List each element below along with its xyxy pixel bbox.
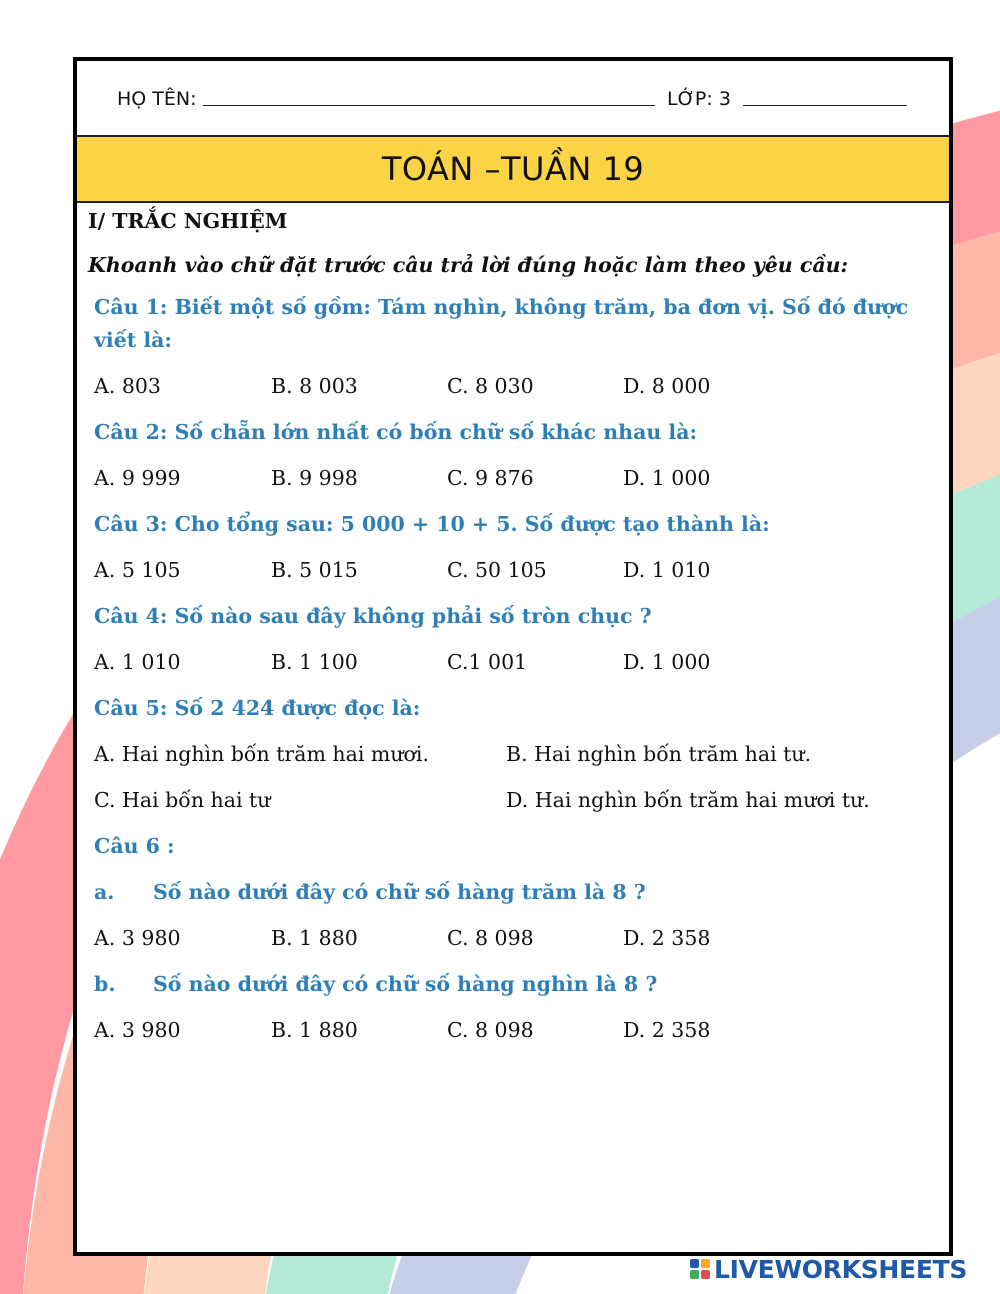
liveworksheets-logo bbox=[690, 1254, 967, 1284]
logo-text: LIVEWORKSHEETS bbox=[714, 1254, 968, 1284]
question-6b-letter: b. bbox=[94, 972, 116, 996]
question-5: Câu 5: Số 2 424 được đọc là: bbox=[94, 696, 421, 720]
question-6a-letter: a. bbox=[94, 880, 115, 904]
q4-option-d[interactable]: D. 1 000 bbox=[623, 650, 711, 674]
question-6a: Số nào dưới đây có chữ số hàng trăm là 8 ? bbox=[153, 880, 646, 904]
q6a-option-b[interactable]: B. 1 880 bbox=[271, 926, 358, 950]
q2-option-c[interactable]: C. 9 876 bbox=[447, 466, 534, 490]
instruction-text: Khoanh vào chữ đặt trước câu trả lời đúng hoặc làm theo yêu cầu: bbox=[88, 253, 849, 277]
q6b-option-c[interactable]: C. 8 098 bbox=[447, 1018, 534, 1042]
q5-option-d[interactable]: D. Hai nghìn bốn trăm hai mươi tư. bbox=[506, 788, 870, 812]
q6b-option-a[interactable]: A. 3 980 bbox=[94, 1018, 181, 1042]
class-field[interactable] bbox=[743, 105, 907, 106]
question-3: Câu 3: Cho tổng sau: 5 000 + 10 + 5. Số được tạo thành là: bbox=[94, 512, 770, 536]
q1-option-a[interactable]: A. 803 bbox=[94, 374, 161, 398]
page-title: TOÁN –TUẦN 19 bbox=[77, 135, 949, 203]
q4-option-c[interactable]: C.1 001 bbox=[447, 650, 528, 674]
q1-option-c[interactable]: C. 8 030 bbox=[447, 374, 534, 398]
q5-option-b[interactable]: B. Hai nghìn bốn trăm hai tư. bbox=[506, 742, 812, 766]
question-4: Câu 4: Số nào sau đây không phải số tròn chục ? bbox=[94, 604, 652, 628]
question-6: Câu 6 : bbox=[94, 834, 175, 858]
q3-option-d[interactable]: D. 1 010 bbox=[623, 558, 711, 582]
class-label: LỚP: 3 bbox=[667, 88, 731, 110]
name-field[interactable] bbox=[203, 105, 655, 106]
q6a-option-d[interactable]: D. 2 358 bbox=[623, 926, 711, 950]
student-info-row bbox=[77, 61, 949, 135]
q6a-option-a[interactable]: A. 3 980 bbox=[94, 926, 181, 950]
q5-option-c[interactable]: C. Hai bốn hai tư bbox=[94, 788, 271, 812]
q2-option-a[interactable]: A. 9 999 bbox=[94, 466, 181, 490]
q6b-option-d[interactable]: D. 2 358 bbox=[623, 1018, 711, 1042]
question-6b: Số nào dưới đây có chữ số hàng nghìn là 8 ? bbox=[153, 972, 658, 996]
q2-option-d[interactable]: D. 1 000 bbox=[623, 466, 711, 490]
q5-option-a[interactable]: A. Hai nghìn bốn trăm hai mươi. bbox=[94, 742, 429, 766]
q3-option-c[interactable]: C. 50 105 bbox=[447, 558, 547, 582]
q4-option-b[interactable]: B. 1 100 bbox=[271, 650, 358, 674]
q6a-option-c[interactable]: C. 8 098 bbox=[447, 926, 534, 950]
name-label: HỌ TÊN: bbox=[117, 88, 197, 110]
worksheet bbox=[73, 57, 953, 1256]
question-1: Câu 1: Biết một số gồm: Tám nghìn, không trăm, ba đơn vị. Số đó được viết là: bbox=[94, 295, 909, 352]
q2-option-b[interactable]: B. 9 998 bbox=[271, 466, 358, 490]
q6b-option-b[interactable]: B. 1 880 bbox=[271, 1018, 358, 1042]
q3-option-a[interactable]: A. 5 105 bbox=[94, 558, 181, 582]
q3-option-b[interactable]: B. 5 015 bbox=[271, 558, 358, 582]
section-heading: I/ TRẮC NGHIỆM bbox=[88, 209, 288, 233]
liveworksheets-logo-icon bbox=[690, 1259, 710, 1279]
question-2: Câu 2: Số chẵn lớn nhất có bốn chữ số khác nhau là: bbox=[94, 420, 698, 444]
q1-option-d[interactable]: D. 8 000 bbox=[623, 374, 711, 398]
q4-option-a[interactable]: A. 1 010 bbox=[94, 650, 181, 674]
q1-option-b[interactable]: B. 8 003 bbox=[271, 374, 358, 398]
